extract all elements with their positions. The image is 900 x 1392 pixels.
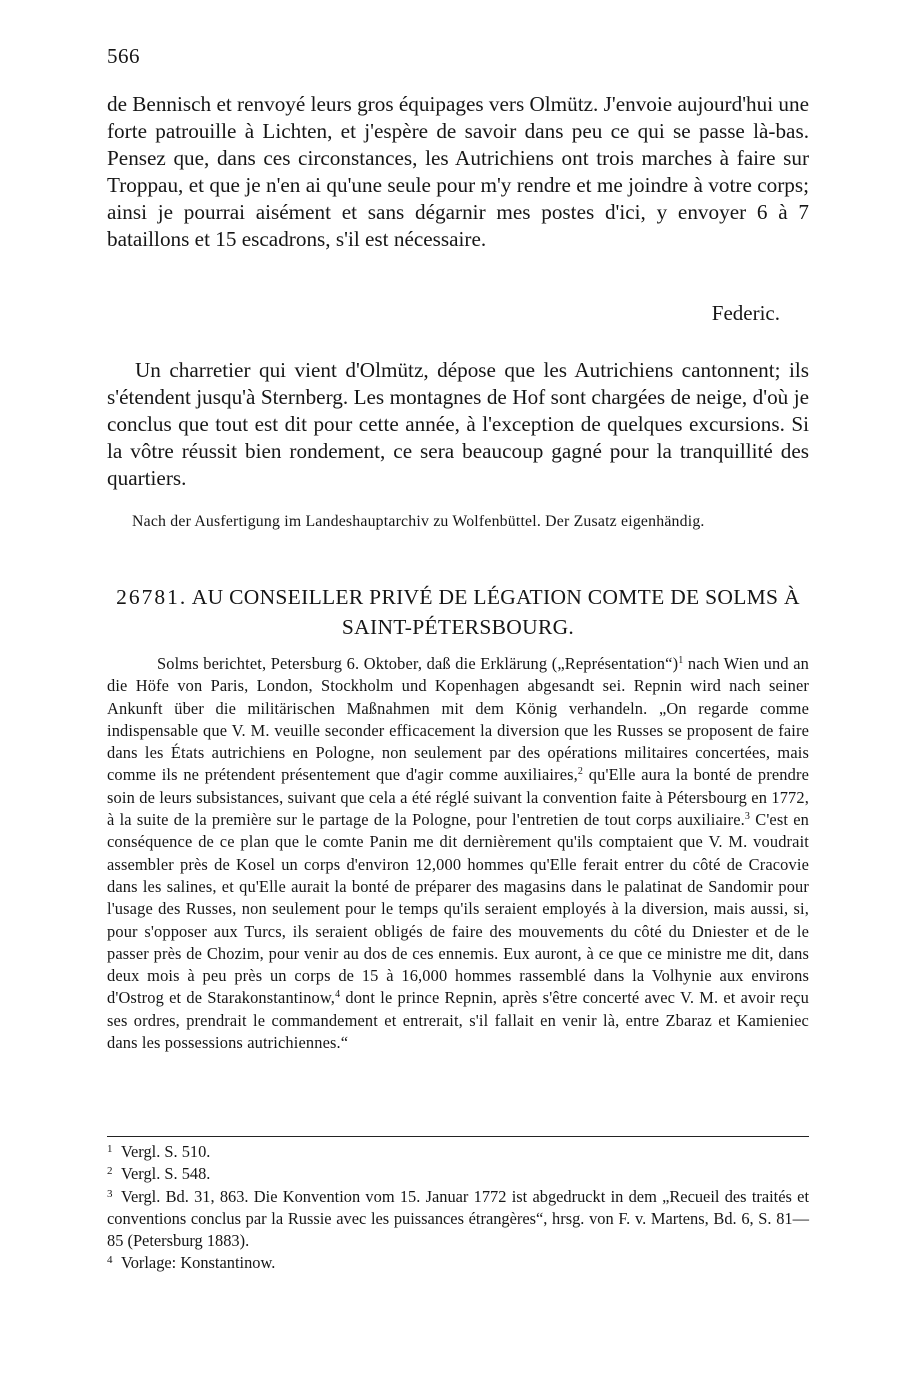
footnote-text: Vergl. Bd. 31, 863. Die Konvention vom 15. Januar 1772 ist abgedruckt in dem „Recueil des traités et conventions conclus par la Russie avec les puissances étrangères“, hrsg. von F. v. Martens, Bd. 6, S. 81—85 (Petersburg 1883). bbox=[107, 1186, 809, 1251]
summary-part-1: Solms berichtet, Petersburg 6. Oktober, daß die Erklärung („Représentation“) bbox=[157, 654, 679, 673]
footnote-divider bbox=[107, 1136, 809, 1137]
document-title: AU CONSEILLER PRIVÉ DE LÉGATION COMTE DE SOLMS À SAINT-PÉTERSBOURG. bbox=[191, 585, 800, 639]
footnote: 2 Vergl. S. 548. bbox=[107, 1164, 211, 1184]
page-number: 566 bbox=[107, 44, 140, 68]
footnote-text: Vergl. S. 548. bbox=[121, 1164, 211, 1184]
footnote-ref-4: 4 bbox=[335, 989, 341, 1001]
summary-part-5: dont le prince Repnin, après s'être concerté avec V. M. et avoir reçu ses ordres, prendrait le commandement et entrerait, s'il fallait en venir là, entre Zbaraz et Kamieniec dans les possessions autrichiennes.“ bbox=[107, 988, 810, 1053]
footnotes bbox=[107, 1141, 809, 1275]
footnote-ref-2: 2 bbox=[577, 766, 584, 778]
footnote: 4 Vorlage: Konstantinow. bbox=[107, 1253, 276, 1273]
document-summary bbox=[107, 653, 809, 1054]
footnote: 3 Vergl. Bd. 31, 863. Die Konvention vom 15. Januar 1772 ist abgedruckt in dem „Recueil des traités et conventions conclus par la Russie avec les puissances étrangères“, hrsg. von F. v. Martens, Bd. 6, S. 81—85 (Petersburg 1883). bbox=[107, 1186, 809, 1251]
footnote-ref-1: 1 bbox=[678, 655, 684, 666]
footnote: 1 Vergl. S. 510. bbox=[107, 1142, 211, 1161]
document-heading bbox=[107, 582, 809, 642]
footnote-ref-3: 3 bbox=[744, 811, 751, 823]
document-number: 26781. bbox=[116, 585, 188, 609]
summary-part-3: qu'Elle aura la bonté de prendre soin de leurs subsistances, suivant que cela a été réglé suivant la convention faite à Pétersbourg en 1772, à la suite de la première sur le partage de la Pologne, pour l'entretien de tout corps auxiliaire. bbox=[107, 765, 810, 830]
letter-body bbox=[107, 91, 809, 253]
summary-part-4: C'est en conséquence de ce plan que le comte Panin me dit dernièrement qu'ils comptaient que V. M. voudrait assembler près de Kosel un corps d'environ 12,000 hommes qu'Elle ferait entrer du côté de Cracovie dans les salines, et qu'Elle aurait la bonté de préparer des magasins dans le palatinat de Sandomir pour l'usage des Russes, non seulement pour le temps qu'ils seraient employés à la diversion, mais aussi, si, pour s'opposer aux Turcs, ils seraient obligés de faire des mouvements du côté du Dniester et de le passer près de Chozim, pour venir au dos de ces ennemis. Eux auront, à ce que ce ministre me dit, dans deux mois à peu près un corps de 15 à 16,000 hommes rassemblé dans la Volhynie aux environs d'Ostrog et de Starakonstantinow, bbox=[107, 810, 809, 1008]
footnote-text: Vorlage: Konstantinow. bbox=[121, 1253, 276, 1273]
letter-signature: Federic. bbox=[711, 301, 780, 325]
source-note: Nach der Ausfertigung im Landeshauptarchiv zu Wolfenbüttel. Der Zusatz eigenhändig. bbox=[132, 513, 705, 530]
footnote-text: Vergl. S. 510. bbox=[121, 1142, 211, 1161]
letter-text: de Bennisch et renvoyé leurs gros équipages vers Olmütz. J'envoie aujourd'hui une forte patrouille à Lichten, et j'espère de savoir dans peu ce qui se passe là-bas. Pensez que, dans ces circonstances, les Autrichiens ont trois marches à faire sur Troppau, et que je n'en ai qu'une seule pour m'y rendre et me joindre à votre corps; ainsi je pourrai aisément et sans dégarnir mes postes d'ici, y envoyer 6 à 7 bataillons et 15 escadrons, s'il est nécessaire. bbox=[107, 92, 809, 251]
letter-postscript: Un charretier qui vient d'Olmütz, dépose que les Autrichiens cantonnent; ils s'étendent jusqu'à Sternberg. Les montagnes de Hof sont chargées de neige, d'où je conclus que tout est dit pour cette année, à l'exception de quelques excursions. Si la vôtre réussit bien rondement, ce sera beaucoup gagné pour la tranquillité des quartiers. bbox=[107, 358, 809, 490]
summary-part-2: nach Wien und an die Höfe von Paris, London, Stockholm und Kopenhagen abgesandt sei. Repnin wird nach seiner Ankunft über die militärischen Maßnahmen mit dem König verhandeln. „On regarde comme indispensable que V. M. veuille seconder efficacement la diversion que les Russes se proposent de faire dans les États autrichiens en Pologne, non seulement par des opérations militaires concertées, mais comme ils ne prétendent présentement que d'agir comme auxiliaires, bbox=[107, 654, 809, 785]
